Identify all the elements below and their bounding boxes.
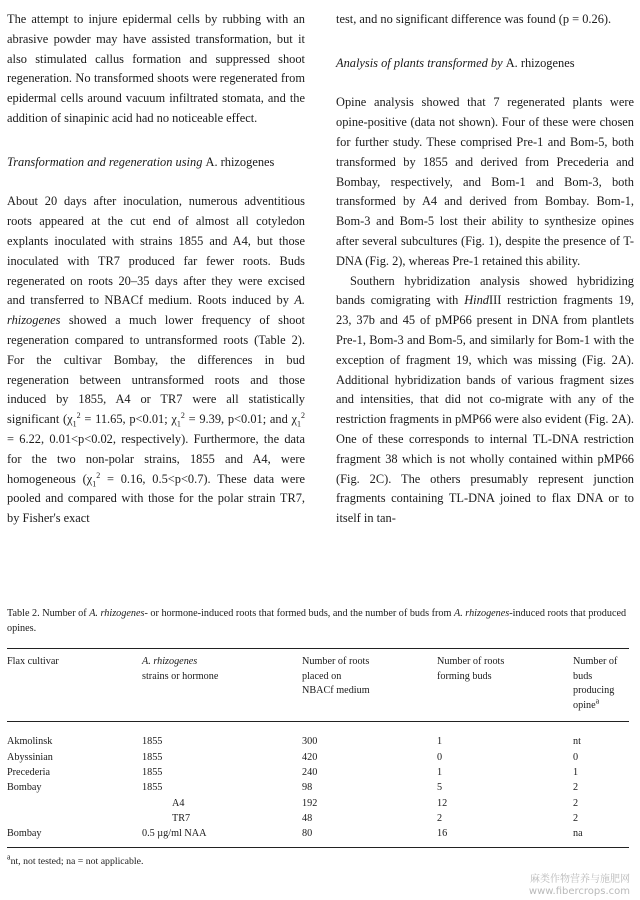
cell-strain: 1855 <box>142 736 163 748</box>
section-heading <box>7 153 305 173</box>
cell-roots-forming: 1 <box>437 736 443 748</box>
cell-strain: 0.5 µg/ml NAA <box>142 826 302 848</box>
paragraph: About 20 days after inoculation, numerous adventitious roots appeared at the cut end of almost all cotyledon explants inoculated with strains 1855 and A4, but those inoculated with TR7 produced far fewer roots. Buds regenerated on roots 20–35 days after they were excised and transferred to NBACf medium. Roots induced by A. rhizogenes showed a much lower frequency of shoot regeneration compared to untransformed roots (Table 2). For the cultivar Bombay, the differences in bud regeneration between untransformed roots and those induced by 1855, A4 or TR7 were all statistically significant ($\chi_1^2 = 11.65$, p<0.01; $\chi_1^2 = 9.39$, p<0.01; and $\chi_1^2 = 6.22$, 0.01<p<0.02, respectively). Furthermore, the data for the two non-polar strains, 1855 and A4, were homogeneous ($\chi_1^2 = 0.16$, 0.5<p<0.7). These data were pooled and compared with those for the polar strain TR7, by Fisher's exact <box>7 194 305 526</box>
table-row <box>7 796 629 811</box>
cell-buds-opine: 2 <box>573 812 579 824</box>
cell-roots-forming: 0 <box>437 751 443 763</box>
paragraph: test, and no significant difference was found (p = 0.26). <box>336 12 612 26</box>
caption-text: -induced roots that produced opines. <box>7 608 627 634</box>
enzyme-name: Hind <box>464 293 489 308</box>
caption-text: - or hormone-induced roots that formed buds, and the number of buds from <box>144 608 452 619</box>
section-heading <box>336 54 634 74</box>
cell-roots-placed: 300 <box>302 736 318 748</box>
header-species: A. rhizogenes <box>142 656 198 667</box>
cell-roots-placed: 98 <box>302 782 313 794</box>
header-strain <box>142 649 302 722</box>
species-name: A. rhizogenes <box>89 608 145 619</box>
table-row <box>7 826 629 848</box>
heading-italic: Transformation and regeneration using <box>7 154 203 169</box>
stat-text: = 11.65, p<0.01; <box>84 412 168 427</box>
cell-cultivar: Abyssinian <box>7 751 53 763</box>
footnote-text: nt, not tested; na = not applicable. <box>10 856 144 868</box>
paragraph: The attempt to injure epidermal cells by rubbing with an abrasive powder may have assisted transformation, but it also stimulated callus formation and suppressed shoot regeneration. No transformed shoots were regenerated from epidermal cells around vacuum infiltrated stomata, and the addition of sinapinic acid had no noticeable effect. <box>7 12 305 125</box>
heading-species: A. rhizogenes <box>205 154 275 169</box>
stat-text: = 0.16, 0.5<p<0.7). These data were pooled and compared with those for the polar strain TR7, by Fisher's exact <box>7 471 305 526</box>
cell-buds-opine: 1 <box>573 766 579 778</box>
cell-cultivar: Bombay <box>7 826 142 848</box>
header-text: Number of roots placed on NBACf medium <box>302 656 370 697</box>
species-name: A. rhizogenes <box>453 608 510 619</box>
species-name: A. rhizogenes <box>7 293 305 328</box>
header-cultivar <box>7 649 142 722</box>
text-run: showed a much lower frequency of shoot regeneration compared to untransformed roots (Table 2). For the cultivar Bombay, the differences in bud regeneration between untransformed roots and those induced by 1855, A4 or TR7 were all statistically significant ( <box>7 313 305 427</box>
cell-roots-forming: 1 <box>437 766 443 778</box>
cell-cultivar: Akmolinsk <box>7 736 53 748</box>
table-row <box>7 780 629 795</box>
paragraph: Opine analysis showed that 7 regenerated plants were opine-positive (data not shown). Four of these were chosen for further study. These comprised Pre-1 and Bom-5, both transformed by 1855 and derived from Precederia and Bombay, respectively, and Bom-1 and Bom-3, both transformed by A4 and derived from Bombay. Bom-1, Bom-3 and Bom-5 lost their ability to synthesize opines after several subcultures (Fig. 1), despite the presence of T-DNA (Fig. 2), whereas Pre-1 retained this ability. <box>336 95 634 268</box>
cell-strain: TR7 <box>172 812 191 824</box>
cell-buds-opine: 0 <box>573 751 579 763</box>
text-run: About 20 days after inoculation, numerous adventitious roots appeared at the cut end of almost all cotyledon explants inoculated with strains 1855 and A4, but those inoculated with TR7 produced far fewer roots. Buds regenerated on roots 20–35 days after they were excised and transferred to NBACf medium. Roots induced by <box>7 194 305 308</box>
cell-roots-forming: 5 <box>437 782 443 794</box>
cell-cultivar: Precederia <box>7 766 50 778</box>
left-column <box>7 10 305 529</box>
caption-text: Table 2. Number of <box>7 608 87 619</box>
heading-italic: Analysis of plants transformed by <box>336 55 503 70</box>
heading-species: A. rhizogenes <box>505 55 575 70</box>
cell-strain: 1855 <box>142 751 163 763</box>
cell-cultivar: Bombay <box>7 782 42 794</box>
cell-roots-placed: 48 <box>302 812 313 824</box>
table-2 <box>7 606 629 869</box>
watermark <box>529 874 630 898</box>
table-row <box>7 765 629 780</box>
cell-roots-placed: 240 <box>302 766 318 778</box>
watermark-url: www.fibercrops.com <box>528 886 630 897</box>
header-text: strains or hormone <box>142 670 219 682</box>
cell-strain: 1855 <box>142 782 163 794</box>
watermark-line: 麻类作物营养与施肥网 <box>530 874 630 885</box>
cell-roots-placed: 80 <box>302 826 437 848</box>
cell-strain: 1855 <box>142 766 163 778</box>
cell-roots-forming: 16 <box>437 826 573 848</box>
cell-roots-placed: 192 <box>302 797 318 809</box>
header-roots-placed <box>302 649 437 722</box>
data-table <box>7 648 629 848</box>
header-text: Number of buds producing opine <box>573 656 618 711</box>
cell-roots-forming: 2 <box>437 812 443 824</box>
table-row <box>7 722 629 750</box>
table-header-row <box>7 649 629 722</box>
cell-buds-opine: 2 <box>573 782 579 794</box>
stat-text: = 9.39, p<0.01; and <box>188 412 288 427</box>
header-buds-opine: Number of buds producing opine$^a$ <box>573 649 629 722</box>
table-row <box>7 811 629 826</box>
header-roots-forming <box>437 649 573 722</box>
text-run: Southern hybridization analysis showed hybridizing bands comigrating with <box>336 273 634 308</box>
cell-roots-forming: 12 <box>437 797 448 809</box>
cell-buds-opine: nt <box>573 736 581 748</box>
table-footnote: $^a$nt, not tested; na = not applicable. <box>7 853 144 868</box>
cell-buds-opine: 2 <box>573 797 579 809</box>
table-row <box>7 750 629 765</box>
text-run: III restriction fragments 19, 23, 37b and 45 of pMP66 present in DNA from plantlets Pre-1, Bom-3 and Bom-5, and similarly for Bom-1 with the exception of fragment 19, which was missing (Fig. 2A). Additional hybridization bands of various fragment sizes and intensities, that did not co-migrate with any of the restriction fragments in pMP66 were also evident (Fig. 2A). One of these corresponds to internal TL-DNA restriction fragment 38 which is not wholly contained within pMP66 (Fig. 2C). The others presumably represent junction fragments containing TL-DNA joined to flax DNA or to itself in tan- <box>336 293 634 526</box>
stat-text: = 6.22, 0.01<p<0.02, respectively). Furthermore, the data for the two non-polar strains, 1855 and A4, were homogeneous ( <box>7 431 305 486</box>
cell-roots-placed: 420 <box>302 751 318 763</box>
right-column <box>336 10 634 529</box>
cell-cultivar <box>7 811 142 826</box>
table-caption <box>7 606 629 636</box>
header-text: Flax cultivar <box>7 656 59 667</box>
cell-strain: A4 <box>172 797 185 809</box>
header-text: Number of roots forming buds <box>437 656 505 682</box>
cell-buds-opine: na <box>573 826 629 848</box>
cell-cultivar <box>7 796 142 811</box>
paragraph <box>336 272 634 529</box>
